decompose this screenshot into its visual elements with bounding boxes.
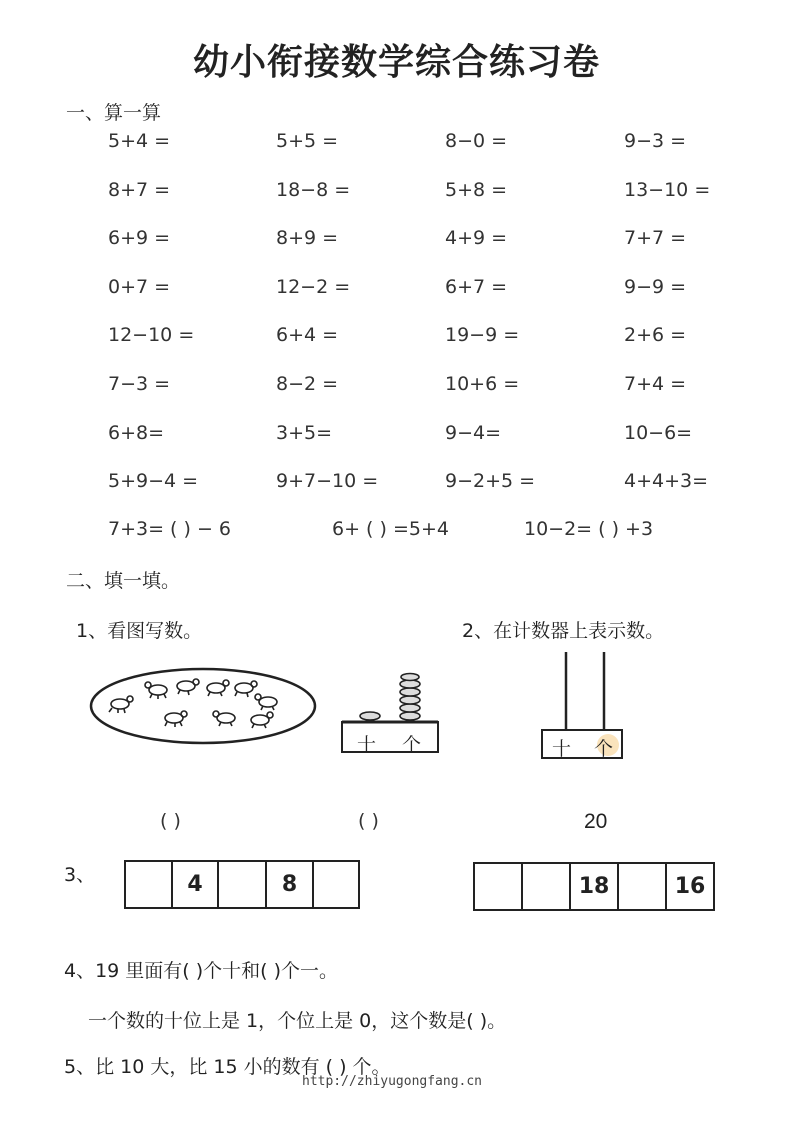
question-4b: 一个数的十位上是 1，个位上是 0，这个数是( )。 <box>88 1010 507 1032</box>
calc-problem: 9−4= <box>445 421 502 444</box>
calc-problem: 4+9 = <box>445 227 508 250</box>
page-title: 幼小衔接数学综合练习卷 <box>192 42 600 83</box>
question-2: 2、在计数器上表示数。 <box>462 620 665 642</box>
bead-counter-illustration <box>340 672 444 756</box>
answer-blank-2[interactable]: ( ) <box>358 810 379 832</box>
blank-equation-2: 6+ ( ) =5+4 <box>332 518 449 540</box>
answer-blank-1[interactable]: ( ) <box>160 810 181 832</box>
calc-problem: 8−2 = <box>276 373 339 395</box>
abacus-label-ones: 个 <box>594 738 614 760</box>
calc-problem: 4+4+3= <box>624 470 709 493</box>
sequence-cell[interactable] <box>312 860 360 909</box>
sequence-cell: 4 <box>171 860 219 909</box>
calc-problem: 0+7 = <box>108 275 171 298</box>
calc-problem: 19−9 = <box>445 324 520 347</box>
calc-problem: 5+9−4 = <box>108 470 199 493</box>
question-3-label: 3、 <box>64 864 96 886</box>
blank-equation-3: 10−2= ( ) +3 <box>524 518 654 540</box>
calc-problem: 8−0 = <box>445 130 508 152</box>
calc-problem: 9−9 = <box>624 275 687 298</box>
calc-problem: 8+7 = <box>108 178 171 201</box>
calc-problem: 6+9 = <box>108 227 171 250</box>
calc-problem: 2+6 = <box>624 324 687 347</box>
abacus-label-tens: 十 <box>552 738 572 760</box>
abacus-value: 20 <box>584 810 608 833</box>
sequence-cell[interactable] <box>473 862 523 911</box>
calc-problem: 6+7 = <box>445 275 508 298</box>
calc-problem: 7−3 = <box>108 373 171 395</box>
question-4: 4、19 里面有( )个十和( )个一。 <box>64 960 339 982</box>
calc-problem: 12−10 = <box>108 324 195 347</box>
calc-problem: 8+9 = <box>276 227 339 250</box>
section2-heading: 二、填一填。 <box>66 570 181 592</box>
calc-problem: 9−3 = <box>624 130 687 152</box>
sequence-cell: 18 <box>569 862 619 911</box>
calc-problem: 13−10 = <box>624 178 711 201</box>
footer-url: http://zhiyugongfang.cn <box>302 1074 483 1089</box>
sequence-cell[interactable] <box>521 862 571 911</box>
calc-problem: 7+7 = <box>624 227 687 250</box>
blank-equation-1: 7+3= ( ) − 6 <box>108 518 232 540</box>
calc-problem: 10−6= <box>624 421 693 444</box>
place-label-tens: 十 <box>357 734 377 756</box>
calc-problem: 9−2+5 = <box>445 470 536 493</box>
sequence-cell[interactable] <box>617 862 667 911</box>
calc-problem: 5+4 = <box>108 130 171 152</box>
sequence-cell: 8 <box>265 860 314 909</box>
calc-problem: 12−2 = <box>276 275 351 298</box>
calc-problem: 5+5 = <box>276 130 339 152</box>
number-sequence-2 <box>473 862 715 911</box>
calc-problem: 7+4 = <box>624 373 687 395</box>
animal-plate-illustration <box>88 666 320 748</box>
sequence-cell[interactable] <box>217 860 267 909</box>
calc-problem: 6+4 = <box>276 324 339 347</box>
calc-problem: 3+5= <box>276 421 333 444</box>
sequence-cell[interactable] <box>124 860 173 909</box>
calc-problem: 6+8= <box>108 421 165 444</box>
calc-problem: 18−8 = <box>276 178 351 201</box>
number-sequence-1 <box>124 860 360 909</box>
calc-problem: 9+7−10 = <box>276 470 379 493</box>
calc-problem: 5+8 = <box>445 178 508 201</box>
question-1: 1、看图写数。 <box>76 620 203 642</box>
calc-problem: 10+6 = <box>445 373 520 395</box>
section1-heading: 一、算一算 <box>66 102 162 124</box>
place-label-ones: 个 <box>402 734 422 756</box>
question-5: 5、比 10 大，比 15 小的数有 ( ) 个。 <box>64 1056 391 1078</box>
animal-figures <box>109 679 277 728</box>
sequence-cell: 16 <box>665 862 715 911</box>
